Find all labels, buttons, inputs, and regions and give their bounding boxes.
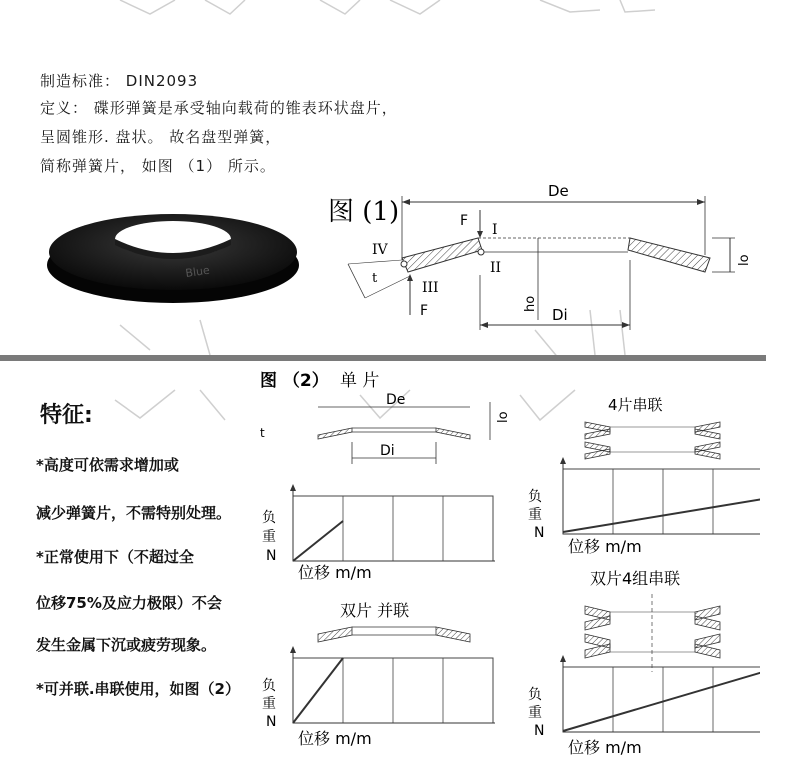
- definition-line-1: 定义： 碟形弹簧是承受轴向载荷的锥表环状盘片，: [40, 99, 398, 117]
- fig1-di-label: Di: [552, 306, 568, 324]
- fig1-de-label: De: [548, 182, 569, 200]
- fig1-iv-label: IV: [372, 242, 388, 258]
- chart2-y-label-3: N: [266, 714, 277, 730]
- feature-line-5: 发生金属下沉或疲劳现象。: [36, 636, 217, 654]
- parallel-label: 双片 并联: [340, 601, 410, 620]
- section-divider: [0, 355, 766, 361]
- fig1-f-bottom-label: F: [420, 303, 429, 319]
- definition-line-2: 呈圆锥形. 盘状。 故名盘型弹簧，: [40, 128, 282, 146]
- chart1-y-label-1: 负: [262, 510, 276, 526]
- single-label: 单 片: [340, 371, 380, 391]
- fig1-t-label: t: [372, 271, 378, 286]
- chart2-y-label-1: 负: [262, 678, 276, 694]
- chart2-y-label-2: 重: [262, 696, 276, 712]
- features-title: 特征:: [40, 403, 93, 428]
- washer-brand-text: Blue: [184, 263, 211, 280]
- feature-line-3: *正常使用下（不超过全: [36, 548, 194, 566]
- feature-line-2: 减少弹簧片，不需特别处理。: [36, 504, 232, 522]
- figure-2-title: 图 （2）: [260, 371, 329, 391]
- feature-line-1: *高度可依需求增加或: [36, 456, 179, 474]
- chart4-y-label-2: 重: [528, 705, 542, 721]
- fig2-t-label: t: [260, 426, 265, 440]
- fig1-ho-label: ho: [523, 295, 538, 312]
- feature-line-6: *可并联.串联使用，如图（2）: [36, 680, 240, 698]
- chart4-x-label: 位移 m/m: [568, 738, 642, 757]
- fig2-de-label: De: [386, 392, 406, 408]
- figure-1-diagram: [320, 180, 780, 350]
- chart3-y-label-2: 重: [528, 507, 542, 523]
- chart3-y-label-3: N: [534, 525, 545, 541]
- chart4-y-label-1: 负: [528, 687, 542, 703]
- standard-line: 制造标准： DIN2093: [40, 72, 199, 90]
- fig1-ii-label: II: [490, 260, 502, 276]
- chart2-x-label: 位移 m/m: [298, 729, 372, 748]
- chart4-y-label-3: N: [534, 723, 545, 739]
- chart3-y-label-1: 负: [528, 489, 542, 505]
- chart3-x-label: 位移 m/m: [568, 537, 642, 556]
- fig1-i-label: I: [492, 222, 498, 238]
- fig1-f-top-label: F: [460, 213, 469, 229]
- fig2-lo-label: lo: [496, 411, 511, 423]
- feature-line-4: 位移75%及应力极限）不会: [36, 594, 222, 612]
- chart1-y-label-3: N: [266, 548, 277, 564]
- fig1-iii-label: III: [422, 280, 439, 296]
- series4-label: 4片串联: [608, 396, 663, 414]
- fig2-di-label: Di: [380, 443, 395, 459]
- chart1-x-label: 位移 m/m: [298, 563, 372, 582]
- fig1-lo-label: lo: [737, 254, 752, 266]
- combo-label: 双片4组串联: [590, 569, 681, 588]
- chart1-y-label-2: 重: [262, 529, 276, 545]
- figure-2-diagram: [240, 362, 760, 780]
- disc-spring-photo: [46, 205, 301, 305]
- definition-line-3: 简称弹簧片， 如图 （1） 所示。: [40, 157, 276, 175]
- figure-1-title: 图 (1): [328, 197, 400, 227]
